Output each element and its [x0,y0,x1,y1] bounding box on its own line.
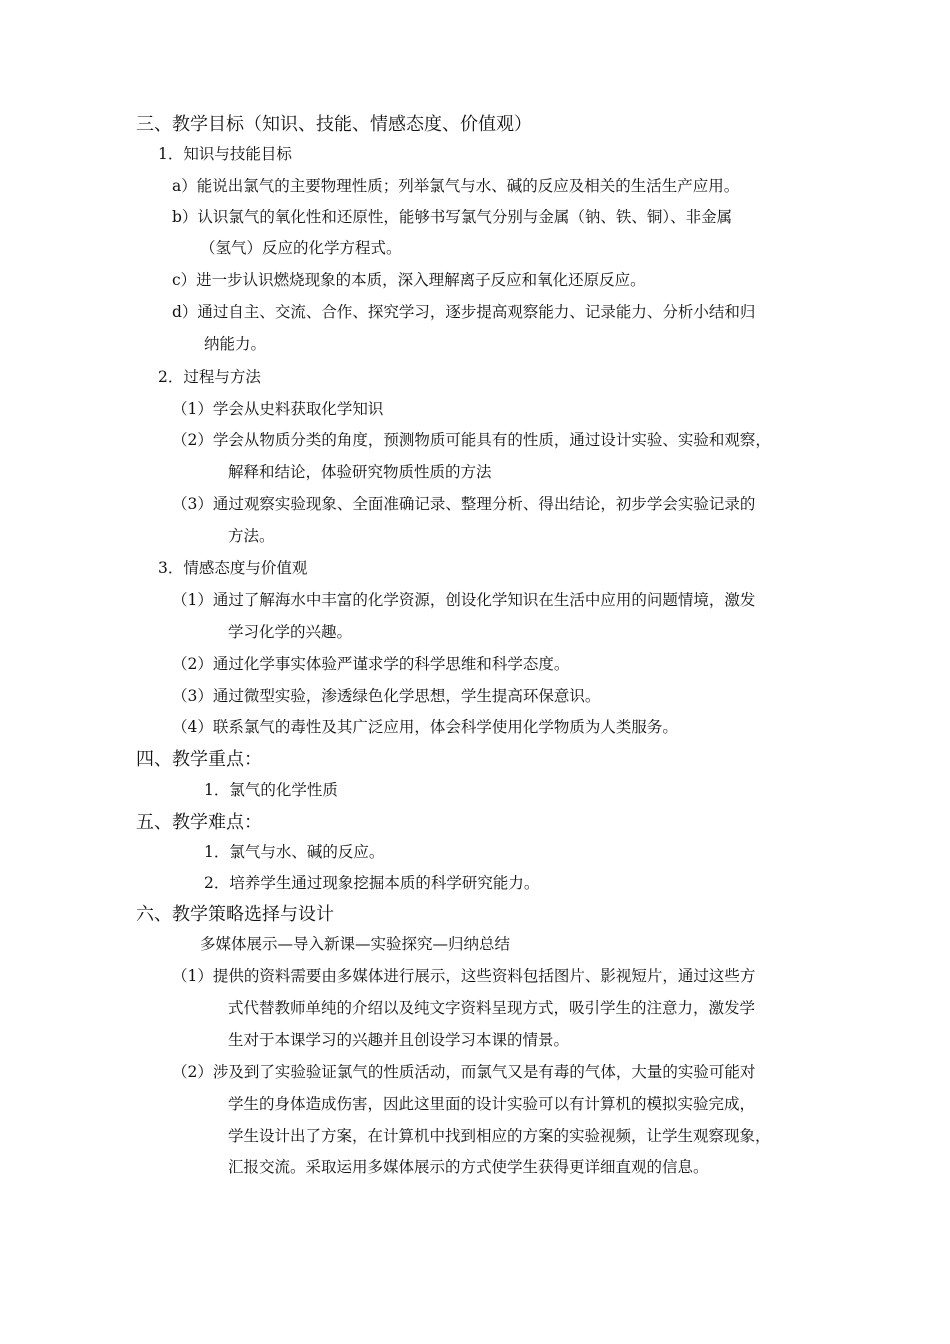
list-item-3-1-cont: 学习化学的兴趣。 [228,623,353,641]
difficulty-item-2: 2．培养学生通过现象挖掘本质的科学研究能力。 [204,874,540,892]
list-item-a: a）能说出氯气的主要物理性质；列举氯气与水、碱的反应及相关的生活生产应用。 [172,177,740,195]
key-point-item-1: 1．氯气的化学性质 [204,781,338,799]
list-item-b: b）认识氯气的氧化性和还原性，能够书写氯气分别与金属（钠、铁、铜）、非金属 [172,208,733,226]
list-item-3-4: （4）联系氯气的毒性及其广泛应用，体会科学使用化学物质为人类服务。 [172,718,678,736]
list-item-c: c）进一步认识燃烧现象的本质，深入理解离子反应和氧化还原反应。 [172,271,646,289]
subheading-knowledge-skills: 1．知识与技能目标 [158,145,292,163]
strategy-item-2-cont: 学生的身体造成伤害，因此这里面的设计实验可以有计算机的模拟实验完成， [228,1095,756,1113]
subheading-emotion-values: 3．情感态度与价值观 [158,559,308,577]
strategy-item-1-cont: 生对于本课学习的兴趣并且创设学习本课的情景。 [228,1031,570,1049]
section-heading-4: 四、教学重点： [136,749,262,770]
section-heading-3: 三、教学目标（知识、技能、情感态度、价值观） [136,114,532,135]
list-item-3-2: （2）通过化学事实体验严谨求学的科学思维和科学态度。 [172,655,570,673]
strategy-item-1: （1）提供的资料需要由多媒体进行展示，这些资料包括图片、影视短片，通过这些方 [172,967,756,985]
list-item-2-2-cont: 解释和结论，体验研究物质性质的方法 [228,463,492,481]
list-item-3-1: （1）通过了解海水中丰富的化学资源，创设化学知识在生活中应用的问题情境，激发 [172,591,756,609]
list-item-2-3: （3）通过观察实验现象、全面准确记录、整理分析、得出结论，初步学会实验记录的 [172,495,756,513]
strategy-intro: 多媒体展示—导入新课—实验探究—归纳总结 [200,935,511,953]
section-heading-6: 六、教学策略选择与设计 [136,904,334,925]
strategy-item-2-cont: 汇报交流。采取运用多媒体展示的方式使学生获得更详细直观的信息。 [228,1158,709,1176]
difficulty-item-1: 1．氯气与水、碱的反应。 [204,843,385,861]
list-item-b-cont: （氢气）反应的化学方程式。 [200,239,402,257]
list-item-d: d）通过自主、交流、合作、探究学习，逐步提高观察能力、记录能力、分析小结和归 [172,303,756,321]
strategy-item-1-cont: 式代替教师单纯的介绍以及纯文字资料呈现方式，吸引学生的注意力，激发学 [228,999,756,1017]
list-item-d-cont: 纳能力。 [204,335,267,353]
list-item-2-3-cont: 方法。 [228,527,275,545]
strategy-item-2: （2）涉及到了实验验证氯气的性质活动，而氯气又是有毒的气体，大量的实验可能对 [172,1063,756,1081]
section-heading-5: 五、教学难点： [136,812,262,833]
list-item-2-1: （1）学会从史料获取化学知识 [172,400,384,418]
subheading-process-method: 2．过程与方法 [158,368,261,386]
list-item-3-3: （3）通过微型实验，渗透绿色化学思想，学生提高环保意识。 [172,687,601,705]
list-item-2-2: （2）学会从物质分类的角度，预测物质可能具有的性质，通过设计实验、实验和观察， [172,431,771,449]
strategy-item-2-cont: 学生设计出了方案，在计算机中找到相应的方案的实验视频，让学生观察现象， [228,1127,771,1145]
